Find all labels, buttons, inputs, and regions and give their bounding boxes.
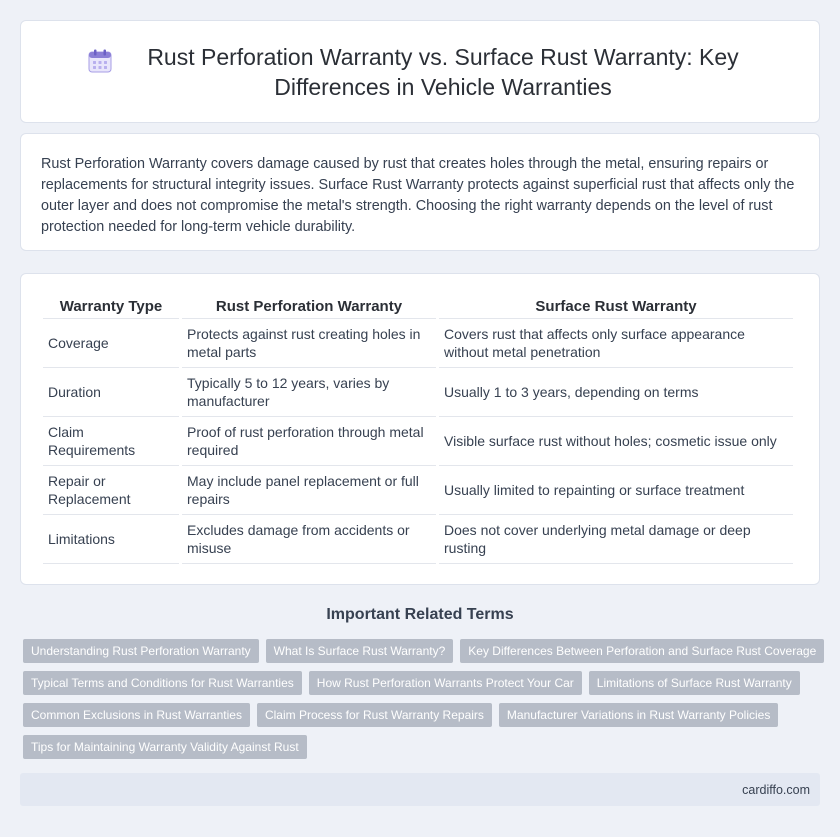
site-link[interactable]: cardiffo.com [742, 782, 810, 797]
related-term-tag[interactable]: Key Differences Between Perforation and Surface Rust Coverage [460, 639, 824, 663]
related-terms-list [23, 639, 823, 767]
perforation-cell: Typically 5 to 12 years, varies by manufacturer [182, 368, 436, 417]
related-term-tag[interactable]: Limitations of Surface Rust Warranty [589, 671, 800, 695]
related-term-tag[interactable]: How Rust Perforation Warrants Protect Your Car [309, 671, 582, 695]
intro-text: Rust Perforation Warranty covers damage caused by rust that creates holes through the metal, ensuring repairs or replacements for structural integrity issues. Surface Rust Warranty protects against superficial rust that affects only the outer layer and does not compromise the metal's strength. Choosing the right warranty depends on the level of rust protection needed for long-term vehicle durability. [41, 156, 795, 235]
related-term-tag[interactable]: Claim Process for Rust Warranty Repairs [257, 703, 492, 727]
page-title: Rust Perforation Warranty vs. Surface Rust Warranty: Key Differences in Vehicle Warranties [147, 43, 739, 100]
perforation-cell: Proof of rust perforation through metal required [182, 417, 436, 466]
related-term-tag[interactable]: What Is Surface Rust Warranty? [266, 639, 454, 663]
related-term-tag[interactable]: Understanding Rust Perforation Warranty [23, 639, 259, 663]
footer [20, 773, 820, 806]
surface-cell: Usually limited to repainting or surface treatment [439, 466, 793, 515]
row-label: Limitations [43, 515, 179, 564]
table-row [43, 319, 793, 368]
row-label: Duration [43, 368, 179, 417]
intro-card [20, 133, 820, 251]
table-row [43, 368, 793, 417]
related-term-tag[interactable]: Manufacturer Variations in Rust Warranty Policies [499, 703, 778, 727]
perforation-cell: Protects against rust creating holes in metal parts [182, 319, 436, 368]
related-term-tag[interactable]: Common Exclusions in Rust Warranties [23, 703, 250, 727]
title-wrap [47, 42, 793, 102]
perforation-cell: May include panel replacement or full repairs [182, 466, 436, 515]
row-label: Repair or Replacement [43, 466, 179, 515]
perforation-cell: Excludes damage from accidents or misuse [182, 515, 436, 564]
table-header-row [43, 294, 793, 319]
related-term-tag[interactable]: Tips for Maintaining Warranty Validity Against Rust [23, 735, 307, 759]
header-rust-perforation: Rust Perforation Warranty [182, 294, 436, 319]
surface-cell: Covers rust that affects only surface appearance without metal penetration [439, 319, 793, 368]
header-warranty-type: Warranty Type [43, 294, 179, 319]
header-surface-rust: Surface Rust Warranty [439, 294, 793, 319]
comparison-table-card [20, 273, 820, 585]
related-term-tag[interactable]: Typical Terms and Conditions for Rust Warranties [23, 671, 302, 695]
tag-row [23, 703, 823, 727]
surface-cell: Visible surface rust without holes; cosmetic issue only [439, 417, 793, 466]
row-label: Claim Requirements [43, 417, 179, 466]
table-row [43, 515, 793, 564]
table-row [43, 417, 793, 466]
row-label: Coverage [43, 319, 179, 368]
title-card [20, 20, 820, 123]
surface-cell: Does not cover underlying metal damage or deep rusting [439, 515, 793, 564]
related-terms-title: Important Related Terms [326, 606, 514, 623]
calendar-icon [87, 48, 113, 74]
surface-cell: Usually 1 to 3 years, depending on terms [439, 368, 793, 417]
table-row [43, 466, 793, 515]
tag-row [23, 639, 823, 663]
tag-row [23, 735, 823, 759]
tag-row [23, 671, 823, 695]
comparison-table [40, 294, 796, 564]
